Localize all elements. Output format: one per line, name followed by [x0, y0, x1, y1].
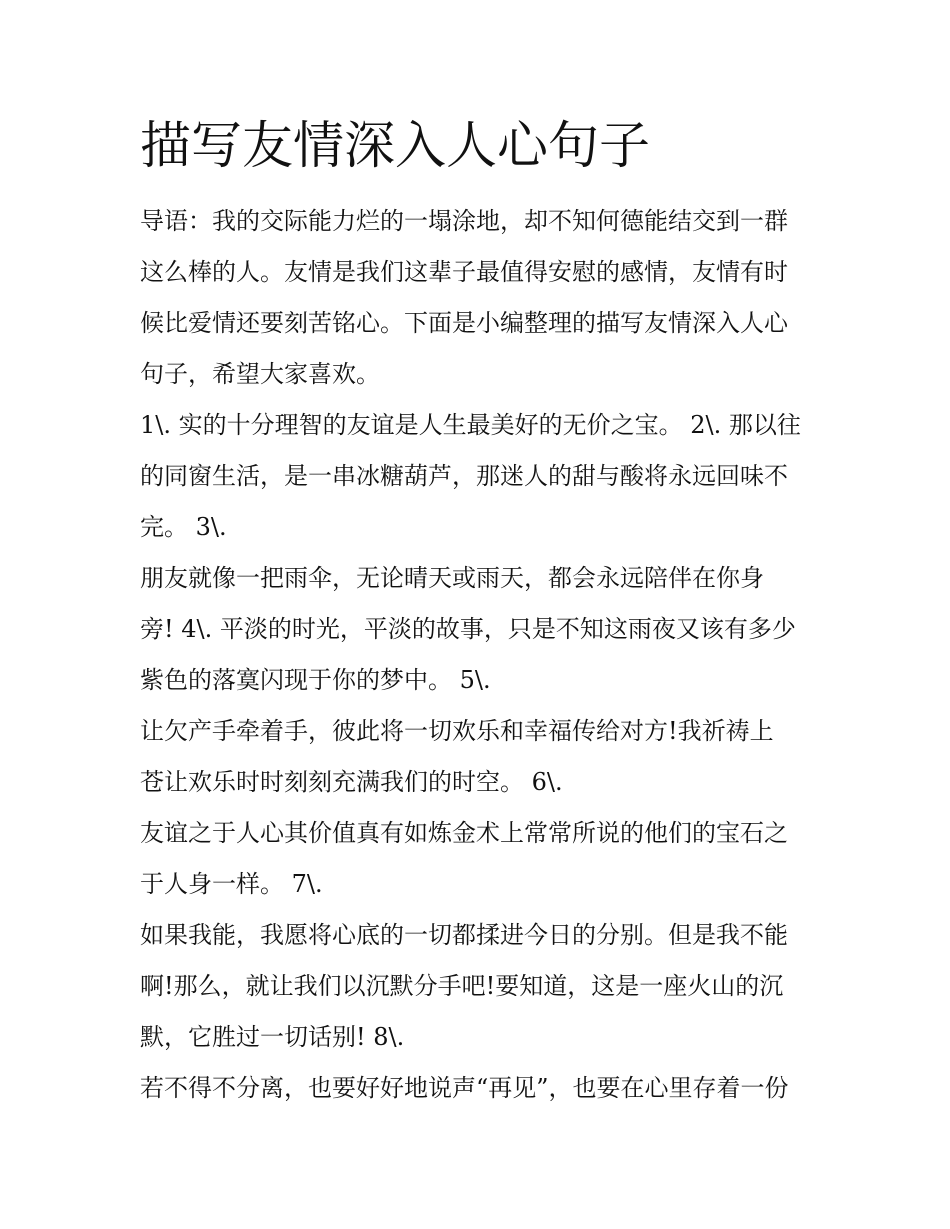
body-line-5: 1\. 实的十分理智的友谊是人生最美好的无价之宝。 2\. 那以往	[140, 411, 801, 439]
body-line-17: 默，它胜过一切话别! 8\.	[140, 1023, 405, 1051]
body-line-16: 啊!那么，就让我们以沉默分手吧!要知道，这是一座火山的沉	[140, 972, 784, 1000]
body-line-10: 紫色的落寞闪现于你的梦中。 5\.	[140, 666, 491, 694]
body-line-11: 让欠产手牵着手，彼此将一切欢乐和幸福传给对方!我祈祷上	[140, 717, 774, 745]
body-line-13: 友谊之于人心其价值真有如炼金术上常常所说的他们的宝石之	[140, 819, 788, 847]
body-line-18: 若不得不分离，也要好好地说声“再见”，也要在心里存着一份	[140, 1074, 789, 1102]
body-line-7: 完。 3\.	[140, 513, 227, 541]
body-line-1: 导语：我的交际能力烂的一塌涂地，却不知何德能结交到一群	[140, 207, 788, 235]
body-line-15: 如果我能，我愿将心底的一切都揉进今日的分别。但是我不能	[140, 921, 788, 949]
body-line-2: 这么棒的人。友情是我们这辈子最值得安慰的感情，友情有时	[140, 258, 788, 286]
body-line-6: 的同窗生活，是一串冰糖葫芦，那迷人的甜与酸将永远回味不	[140, 462, 788, 490]
body-line-8: 朋友就像一把雨伞，无论晴天或雨天，都会永远陪伴在你身	[140, 564, 764, 592]
body-line-4: 句子，希望大家喜欢。	[140, 360, 380, 388]
body-line-12: 苍让欢乐时时刻刻充满我们的时空。 6\.	[140, 768, 563, 796]
document-title: 描写友情深入人心句子	[140, 117, 651, 176]
body-line-14: 于人身一样。 7\.	[140, 870, 323, 898]
body-line-9: 旁! 4\. 平淡的时光，平淡的故事，只是不知这雨夜又该有多少	[140, 615, 796, 643]
body-line-3: 候比爱情还要刻苦铭心。下面是小编整理的描写友情深入人心	[140, 309, 788, 337]
document-body	[140, 196, 820, 1114]
